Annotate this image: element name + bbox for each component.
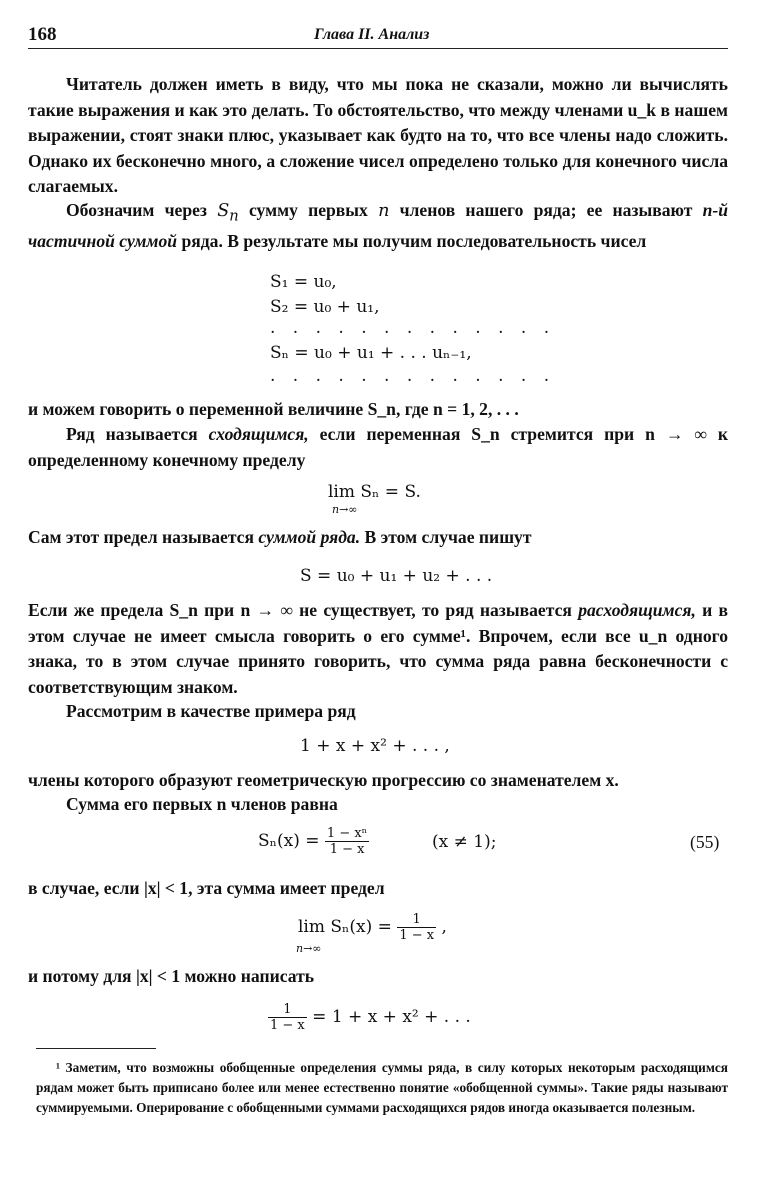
paragraph-6 — [28, 598, 728, 700]
footnote: ¹ Заметим, что возможны обобщенные определения суммы ряда, в силу которых некоторым расходящимся рядам может быть приписано более или менее естественно понятие «обобщенной суммы». Такие ряды называют суммируемыми. Оперирование с обобщенными суммами расходящихся рядов иногда оказывается полезным. — [36, 1060, 728, 1115]
page-number: 168 — [28, 24, 57, 45]
equation-partial-sum-x-left: Sₙ(x) = — [258, 831, 320, 851]
equation-sn: Sₙ = u₀ + u₁ + . . . uₙ₋₁, — [270, 343, 472, 363]
paragraph-10: в случае, если |x| < 1, эта сумма имеет предел — [28, 878, 385, 898]
paragraph-2 — [28, 198, 728, 255]
fraction-final-numerator: 1 — [268, 1002, 307, 1018]
equation-partial-sum-x — [258, 826, 369, 857]
fraction-limit — [397, 912, 436, 943]
footnote-rule — [36, 1048, 156, 1049]
paragraph-2-part-a: Обозначим через — [66, 200, 207, 220]
fraction-final — [268, 1002, 307, 1033]
fraction-final-denominator: 1 − x — [270, 1018, 305, 1033]
equation-series-sum: S = u₀ + u₁ + u₂ + . . . — [300, 566, 493, 586]
term-series-sum: суммой ряда. — [258, 527, 361, 547]
equation-number: (55) — [690, 832, 720, 852]
fraction-limit-numerator: 1 — [397, 912, 436, 928]
paragraph-7: Рассмотрим в качестве примера ряд — [66, 701, 356, 721]
fraction-denominator: 1 − x — [329, 842, 365, 857]
paragraph-5-part-a: Сам этот предел называется — [28, 527, 255, 547]
equation-geometric-series: 1 + x + x² + . . . , — [300, 736, 450, 756]
paragraph-3: и можем говорить о переменной величине S_n, где n = 1, 2, . . . — [28, 399, 519, 419]
equation-limit-main: lim Sₙ = S. — [328, 482, 421, 502]
symbol-sn: $S_n$ — [217, 201, 239, 225]
paragraph-5-part-b: В этом случае пишут — [364, 527, 532, 547]
paragraph-8: члены которого образуют геометрическую прогрессию со знаменателем x. — [28, 770, 619, 790]
chapter-title: Глава II. Анализ — [314, 26, 430, 43]
equation-dots-1: . . . . . . . . . . . . . — [270, 318, 556, 338]
paragraph-4-part-b: если переменная S_n стремится при n → ∞ к определенному конечному пределу — [28, 424, 729, 470]
equation-s1: S₁ = u₀, — [270, 272, 337, 292]
equation-limit-x — [298, 912, 447, 943]
paragraph-2-part-c: членов нашего ряда; ее называют — [399, 200, 693, 220]
equation-limit-x-left: lim Sₙ(x) = — [298, 917, 392, 937]
paragraph-4 — [28, 422, 728, 473]
paragraph-11: и потому для |x| < 1 можно написать — [28, 966, 315, 986]
equation-limit-x-end: , — [441, 917, 447, 937]
fraction-limit-denominator: 1 − x — [399, 928, 435, 943]
page-header — [28, 24, 728, 48]
header-rule — [28, 48, 728, 49]
equation-condition: (x ≠ 1); — [432, 832, 497, 852]
equation-final-right: = 1 + x + x² + . . . — [312, 1007, 471, 1027]
term-divergent: расходящимся, — [578, 600, 696, 620]
symbol-n: n — [378, 201, 390, 221]
fraction-partial-sum — [325, 826, 369, 857]
equation-dots-2: . . . . . . . . . . . . . — [270, 366, 556, 386]
equation-s2: S₂ = u₀ + u₁, — [270, 297, 380, 317]
paragraph-5 — [28, 525, 728, 551]
paragraph-9: Сумма его первых n членов равна — [66, 794, 338, 814]
term-partial-sum: n-й частичной суммой — [28, 200, 729, 252]
paragraph-6-part-b: и в этом случае не имеет смысла говорить о его сумме¹. Впрочем, если все u_n одного знака, то в этом случае принято говорить, что сумма ряда равна бесконечности с соответствующим знаком. — [28, 600, 729, 697]
term-convergent: сходящимся, — [208, 424, 309, 444]
paragraph-2-part-d: ряда. В результате мы получим последовательность чисел — [181, 231, 647, 252]
equation-limit-x-subscript: n→∞ — [296, 942, 322, 955]
equation-limit-main-subscript: n→∞ — [332, 503, 358, 516]
paragraph-1: Читатель должен иметь в виду, что мы пока не сказали, можно ли вычислять такие выражения и как это делать. То обстоятельство, что между членами u_k в нашем выражении, стоят знаки плюс, указывает как будто на то, что все члены надо сложить. Однако их бесконечно много, а сложение чисел определено только для конечного числа слагаемых. — [28, 74, 728, 196]
paragraph-4-part-a: Ряд называется — [66, 424, 198, 444]
fraction-numerator: 1 − xⁿ — [326, 826, 368, 841]
paragraph-6-part-a: Если же предела S_n при n → ∞ не существует, то ряд называется — [28, 600, 572, 620]
equation-final — [268, 1002, 471, 1033]
paragraph-2-part-b: сумму первых — [248, 200, 368, 220]
